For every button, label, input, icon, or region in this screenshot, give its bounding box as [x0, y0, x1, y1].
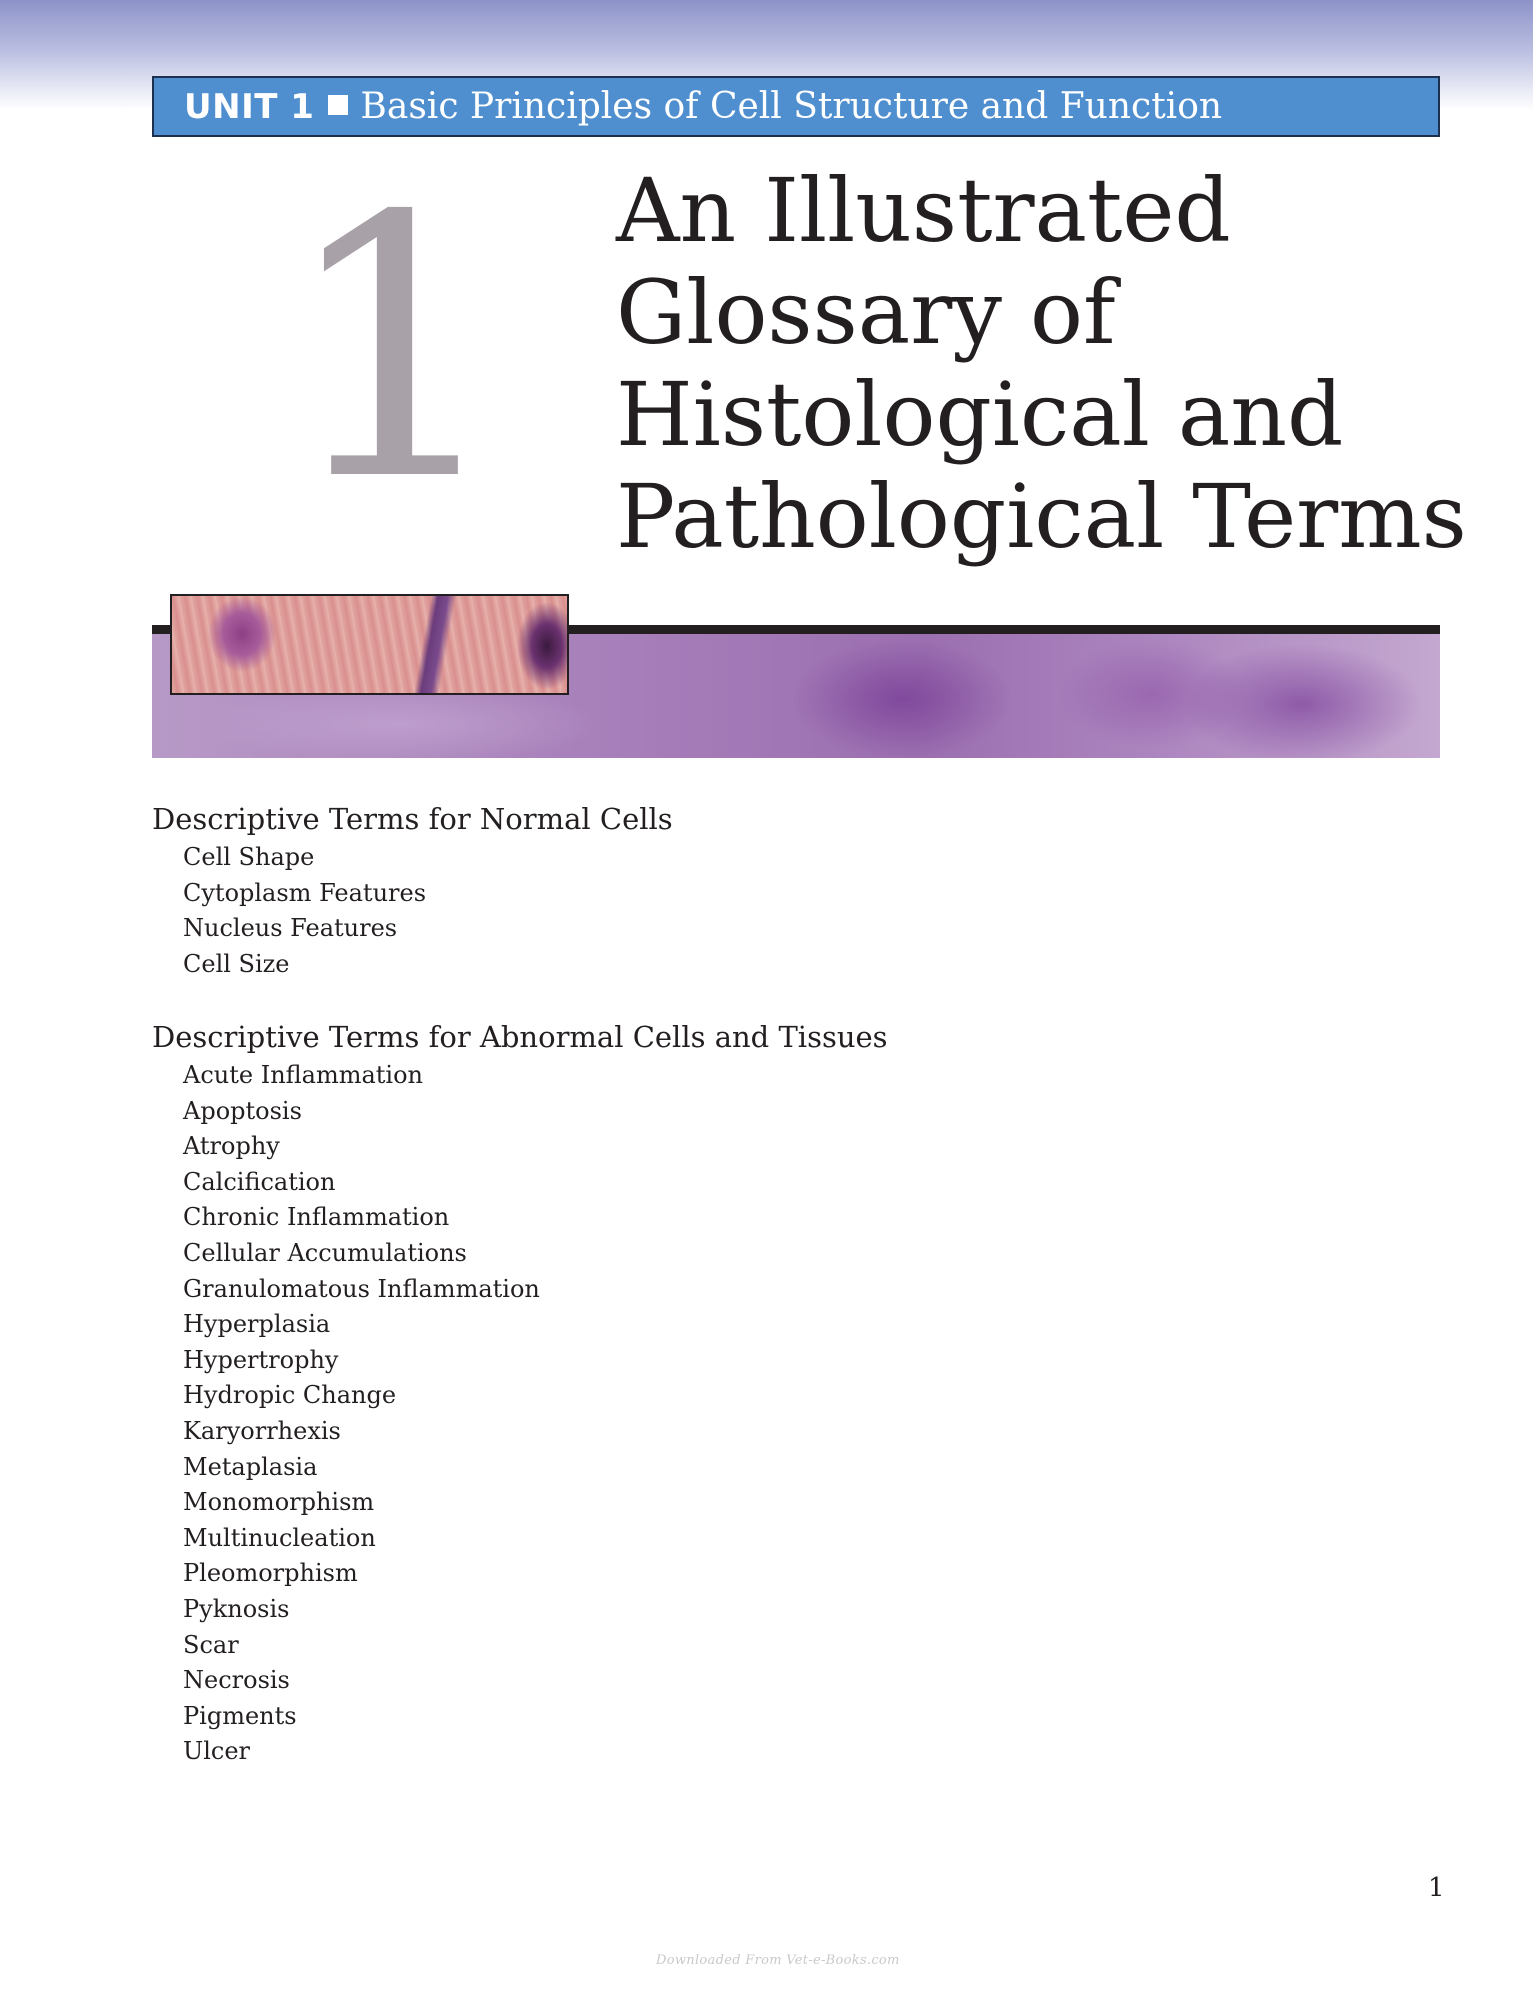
list-item: Cell Size [183, 949, 290, 978]
normal-cells-term-list [183, 840, 426, 982]
micrograph-inset-image [170, 594, 569, 695]
list-item: Granulomatous Inflammation [183, 1274, 540, 1303]
list-item: Cytoplasm Features [183, 878, 427, 907]
section-heading-abnormal-cells: Descriptive Terms for Abnormal Cells and Tissues [152, 1020, 888, 1054]
list-item: Cell Shape [183, 843, 315, 871]
list-item: Metaplasia [183, 1452, 318, 1481]
list-item: Calcification [183, 1167, 336, 1196]
list-item: Multinucleation [183, 1523, 376, 1552]
section-heading-normal-cells: Descriptive Terms for Normal Cells [152, 802, 673, 836]
abnormal-cells-term-list [183, 1058, 540, 1770]
chapter-title-line: Glossary of [616, 261, 1116, 364]
square-bullet-icon [328, 95, 348, 115]
download-watermark: Downloaded From Vet-e-Books.com [656, 1953, 900, 1968]
page-number: 1 [1428, 1873, 1445, 1903]
list-item: Acute Inflammation [183, 1061, 424, 1089]
list-item: Monomorphism [183, 1488, 375, 1517]
list-item: Atrophy [183, 1132, 280, 1161]
list-item: Hydropic Change [183, 1381, 397, 1410]
list-item: Cellular Accumulations [183, 1238, 467, 1267]
list-item: Scar [183, 1630, 239, 1659]
list-item: Pyknosis [183, 1594, 290, 1623]
list-item: Pigments [183, 1701, 297, 1730]
unit-title: Basic Principles of Cell Structure and Function [360, 86, 1223, 127]
list-item: Hypertrophy [183, 1345, 339, 1374]
chapter-title [616, 160, 1467, 568]
list-item: Pleomorphism [183, 1559, 358, 1588]
chapter-title-line: Histological and [616, 363, 1344, 466]
chapter-title-line: Pathological Terms [616, 465, 1467, 568]
list-item: Apoptosis [183, 1096, 302, 1125]
list-item: Ulcer [183, 1737, 251, 1766]
list-item: Karyorrhexis [183, 1416, 341, 1445]
unit-label: UNIT 1 [184, 86, 315, 127]
unit-banner [152, 76, 1440, 137]
list-item: Necrosis [183, 1666, 290, 1695]
list-item: Hyperplasia [183, 1310, 331, 1339]
chapter-title-line: An Illustrated [616, 159, 1231, 262]
list-item: Chronic Inflammation [183, 1203, 450, 1232]
list-item: Nucleus Features [183, 914, 398, 943]
chapter-number: 1 [280, 140, 510, 559]
